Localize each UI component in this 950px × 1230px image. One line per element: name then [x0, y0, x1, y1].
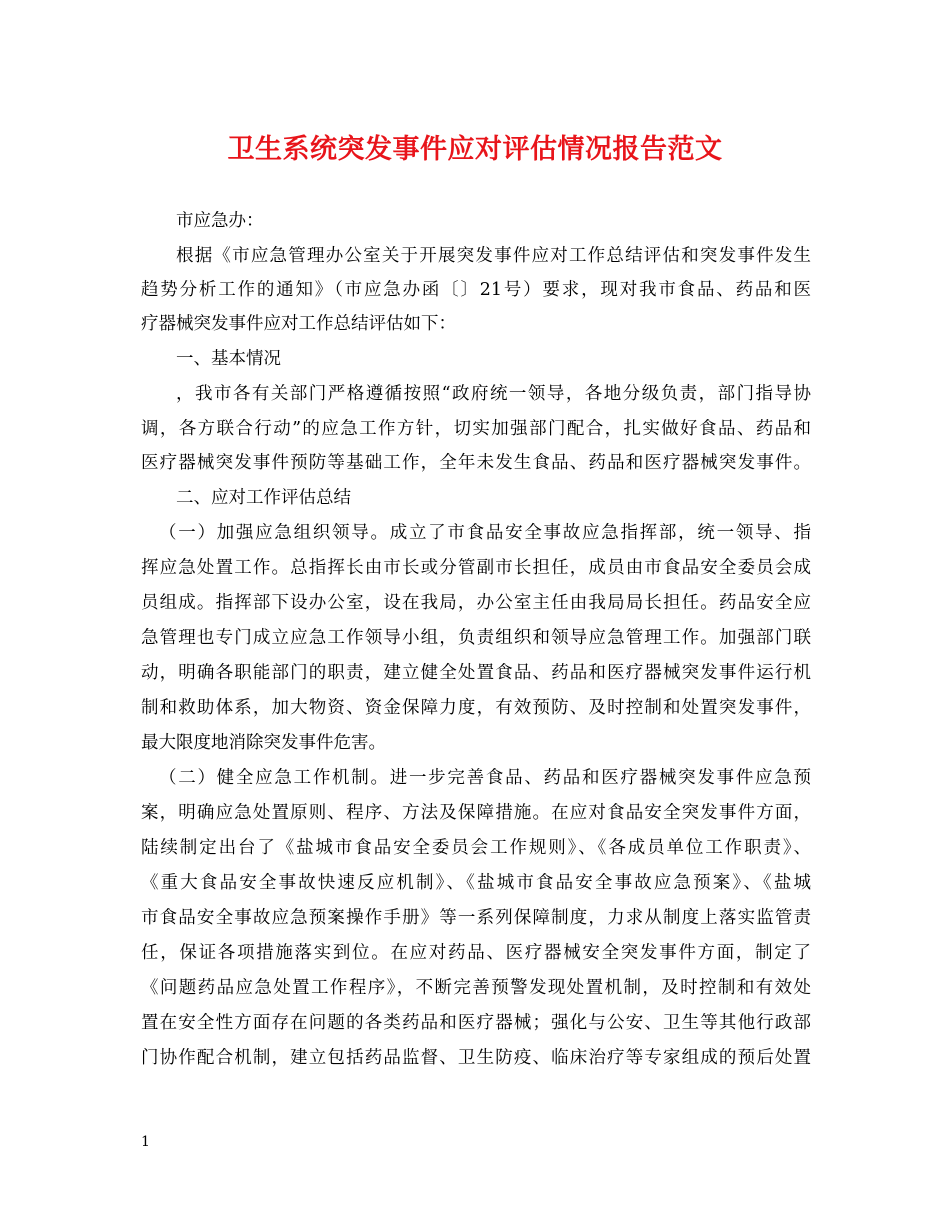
paragraph-line: 最大限度地消除突发事件危害。	[141, 733, 386, 753]
paragraph-line: 案，明确应急处置原则、程序、方法及保障措施。在应对食品安全突发事件方面，	[141, 803, 811, 823]
section-heading: 二、应对工作评估总结	[176, 488, 351, 508]
paragraph-line: 《重大食品安全事故快速反应机制》、《盐城市食品安全事故应急预案》、《盐城	[141, 873, 811, 893]
paragraph-line: 医疗器械突发事件预防等基础工作，全年未发生食品、药品和医疗器械突发事件。	[141, 453, 811, 473]
paragraph-line: 市食品安全事故应急预案操作手册》等一系列保障制度，力求从制度上落实监管责	[141, 908, 811, 928]
paragraph-line: 急管理也专门成立应急工作领导小组，负责组织和领导应急管理工作。加强部门联	[141, 628, 811, 648]
document-title: 卫生系统突发事件应对评估情况报告范文	[227, 134, 723, 165]
paragraph-line: （二）健全应急工作机制。进一步完善食品、药品和医疗器械突发事件应急预	[159, 768, 811, 788]
page-number: 1	[141, 1134, 150, 1150]
paragraph-line: ，我市各有关部门严格遵循按照“政府统一领导，各地分级负责，部门指导协	[176, 384, 811, 404]
paragraph-line: 调，各方联合行动”的应急工作方针，切实加强部门配合，扎实做好食品、药品和	[141, 419, 811, 439]
paragraph-line: 置在安全性方面存在问题的各类药品和医疗器械；强化与公安、卫生等其他行政部	[141, 1013, 811, 1033]
paragraph-line: 任，保证各项措施落实到位。在应对药品、医疗器械安全突发事件方面，制定了	[141, 943, 811, 963]
section-heading: 一、基本情况	[176, 349, 281, 369]
paragraph-line: 陆续制定出台了《盐城市食品安全委员会工作规则》、《各成员单位工作职责》、	[141, 838, 811, 858]
paragraph-line: 趋势分析工作的通知》（市应急办函〔〕21号）要求，现对我市食品、药品和医	[141, 280, 811, 300]
paragraph-line: 制和救助体系，加大物资、资金保障力度，有效预防、及时控制和处置突发事件，	[141, 698, 811, 718]
paragraph-line: 疗器械突发事件应对工作总结评估如下：	[141, 314, 456, 334]
paragraph-line: （一）加强应急组织领导。成立了市食品安全事故应急指挥部，统一领导、指	[159, 523, 811, 543]
paragraph-line: 员组成。指挥部下设办公室，设在我局，办公室主任由我局局长担任。药品安全应	[141, 593, 811, 613]
paragraph-line: 门协作配合机制，建立包括药品监督、卫生防疫、临床治疗等专家组成的预后处置	[141, 1048, 811, 1068]
paragraph-line: 《问题药品应急处置工作程序》，不断完善预警发现处置机制，及时控制和有效处	[141, 978, 811, 998]
paragraph-line: 挥应急处置工作。总指挥长由市长或分管副市长担任，成员由市食品安全委员会成	[141, 558, 811, 578]
salutation-line: 市应急办：	[176, 211, 264, 231]
paragraph-line: 根据《市应急管理办公室关于开展突发事件应对工作总结评估和突发事件发生	[176, 246, 811, 266]
paragraph-line: 动，明确各职能部门的职责，建立健全处置食品、药品和医疗器械突发事件运行机	[141, 663, 811, 683]
